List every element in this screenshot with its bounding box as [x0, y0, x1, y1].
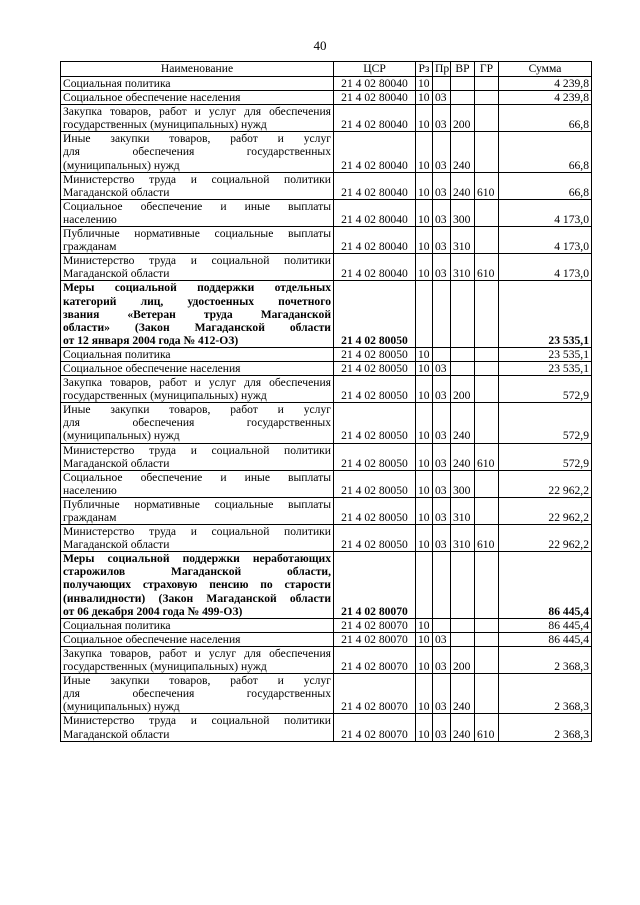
row-rz: 10: [416, 497, 433, 524]
row-sum: 572,9: [499, 443, 592, 470]
row-name: [61, 172, 334, 199]
header-pr: Пр: [433, 62, 451, 77]
row-vr: 240: [451, 403, 475, 443]
row-gr: [475, 674, 499, 714]
row-gr: [475, 227, 499, 254]
row-sum: 86 445,4: [499, 618, 592, 632]
row-csr: 21 4 02 80070: [334, 552, 416, 618]
table-row: [61, 199, 592, 226]
row-pr: 03: [433, 132, 451, 172]
row-pr: 03: [433, 443, 451, 470]
row-name-line: Закупка товаров, работ и услуг для обеспечения: [63, 376, 331, 390]
row-gr: [475, 497, 499, 524]
row-vr: 240: [451, 132, 475, 172]
table-row: [61, 132, 592, 172]
row-pr: [433, 347, 451, 361]
row-csr: 21 4 02 80070: [334, 632, 416, 646]
header-gr: ГР: [475, 62, 499, 77]
row-vr: 310: [451, 254, 475, 281]
row-name-line: (инвалидности) (Закон Магаданской области: [63, 591, 331, 605]
row-name-line: Публичные нормативные социальные выплаты: [63, 227, 331, 241]
row-pr: [433, 552, 451, 618]
row-rz: 10: [416, 105, 433, 132]
row-name-line: для обеспечения государственных: [63, 687, 331, 701]
table-row: [61, 403, 592, 443]
row-name-line: Магаданской области: [63, 727, 170, 741]
row-pr: [433, 77, 451, 91]
row-csr: 21 4 02 80040: [334, 199, 416, 226]
row-vr: 240: [451, 674, 475, 714]
budget-table: [60, 61, 592, 742]
row-csr: 21 4 02 80050: [334, 347, 416, 361]
row-rz: 10: [416, 646, 433, 673]
header-sum: Сумма: [499, 62, 592, 77]
row-name: [61, 525, 334, 552]
row-rz: 10: [416, 77, 433, 91]
table-header-row: [61, 62, 592, 77]
table-row: [61, 227, 592, 254]
row-sum: 23 535,1: [499, 361, 592, 375]
table-row: [61, 470, 592, 497]
row-rz: [416, 552, 433, 618]
row-vr: 200: [451, 105, 475, 132]
row-rz: 10: [416, 525, 433, 552]
row-sum: 2 368,3: [499, 646, 592, 673]
row-vr: [451, 281, 475, 347]
row-rz: 10: [416, 199, 433, 226]
row-pr: 03: [433, 470, 451, 497]
row-name-line: области» (Закон Магаданской области: [63, 320, 331, 334]
row-csr: 21 4 02 80040: [334, 254, 416, 281]
row-csr: 21 4 02 80070: [334, 646, 416, 673]
row-name-line: населению: [63, 212, 117, 226]
row-sum: 4 239,8: [499, 77, 592, 91]
row-csr: 21 4 02 80040: [334, 91, 416, 105]
table-row: [61, 254, 592, 281]
row-sum: 23 535,1: [499, 347, 592, 361]
row-csr: 21 4 02 80050: [334, 443, 416, 470]
row-pr: 03: [433, 525, 451, 552]
row-name-line: государственных (муниципальных) нужд: [63, 660, 267, 674]
row-name-line: Министерство труда и социальной политики: [63, 714, 331, 728]
header-vr: ВР: [451, 62, 475, 77]
row-pr: 03: [433, 674, 451, 714]
row-name: [61, 646, 334, 673]
row-vr: 240: [451, 443, 475, 470]
row-vr: 200: [451, 376, 475, 403]
row-name: [61, 376, 334, 403]
row-sum: 572,9: [499, 403, 592, 443]
row-pr: 03: [433, 632, 451, 646]
row-rz: 10: [416, 403, 433, 443]
row-name-line: получающих страховую пенсию по старости: [63, 578, 331, 592]
row-sum: 23 535,1: [499, 281, 592, 347]
row-name-line: Магаданской области: [63, 185, 170, 199]
row-name-line: Социальная политика: [63, 618, 171, 632]
row-gr: [475, 632, 499, 646]
table-row: [61, 618, 592, 632]
row-csr: 21 4 02 80050: [334, 281, 416, 347]
row-name-line: (муниципальных) нужд: [63, 158, 180, 172]
row-pr: 03: [433, 105, 451, 132]
row-name-line: Социальное обеспечение населения: [63, 91, 241, 105]
row-name: [61, 91, 334, 105]
row-pr: 03: [433, 361, 451, 375]
row-name-line: Закупка товаров, работ и услуг для обеспечения: [63, 105, 331, 119]
row-gr: [475, 199, 499, 226]
row-gr: [475, 646, 499, 673]
row-csr: 21 4 02 80040: [334, 172, 416, 199]
row-name: [61, 199, 334, 226]
row-name: [61, 254, 334, 281]
row-sum: 4 173,0: [499, 227, 592, 254]
row-rz: 10: [416, 132, 433, 172]
row-name: [61, 361, 334, 375]
row-name-line: Социальная политика: [63, 347, 171, 361]
row-pr: [433, 618, 451, 632]
row-name: [61, 552, 334, 618]
row-name-line: Магаданской области: [63, 538, 170, 552]
header-rz: Рз: [416, 62, 433, 77]
row-gr: [475, 132, 499, 172]
row-rz: 10: [416, 674, 433, 714]
row-vr: 200: [451, 646, 475, 673]
row-name-line: Магаданской области: [63, 456, 170, 470]
row-csr: 21 4 02 80070: [334, 714, 416, 741]
row-name-line: (муниципальных) нужд: [63, 429, 180, 443]
row-name-line: Иные закупки товаров, работ и услуг: [63, 674, 331, 688]
row-csr: 21 4 02 80050: [334, 497, 416, 524]
row-sum: 86 445,4: [499, 552, 592, 618]
table-row: [61, 77, 592, 91]
row-name-line: для обеспечения государственных: [63, 416, 331, 430]
row-vr: 310: [451, 227, 475, 254]
row-gr: [475, 347, 499, 361]
row-name: [61, 347, 334, 361]
row-gr: [475, 91, 499, 105]
row-gr: 610: [475, 714, 499, 741]
row-gr: 610: [475, 525, 499, 552]
row-pr: 03: [433, 91, 451, 105]
row-pr: [433, 281, 451, 347]
row-name-line: Публичные нормативные социальные выплаты: [63, 497, 331, 511]
row-name-line: Социальное обеспечение и иные выплаты: [63, 199, 331, 213]
table-row: [61, 91, 592, 105]
row-rz: 10: [416, 632, 433, 646]
table-row: [61, 172, 592, 199]
row-gr: [475, 470, 499, 497]
row-gr: [475, 618, 499, 632]
row-name: [61, 618, 334, 632]
table-row: [61, 443, 592, 470]
row-name-line: от 06 декабря 2004 года № 499-ОЗ): [63, 604, 243, 618]
table-row: [61, 361, 592, 375]
row-vr: [451, 618, 475, 632]
row-rz: 10: [416, 347, 433, 361]
table-row: [61, 525, 592, 552]
row-gr: 610: [475, 443, 499, 470]
row-vr: [451, 91, 475, 105]
row-name: [61, 443, 334, 470]
row-sum: 22 962,2: [499, 470, 592, 497]
row-name-line: Министерство труда и социальной политики: [63, 172, 331, 186]
row-vr: [451, 361, 475, 375]
row-name: [61, 674, 334, 714]
row-pr: 03: [433, 714, 451, 741]
row-pr: 03: [433, 646, 451, 673]
row-name-line: Министерство труда и социальной политики: [63, 443, 331, 457]
row-sum: 4 173,0: [499, 199, 592, 226]
row-csr: 21 4 02 80050: [334, 525, 416, 552]
table-row: [61, 552, 592, 618]
row-vr: 240: [451, 714, 475, 741]
row-rz: 10: [416, 443, 433, 470]
row-name: [61, 632, 334, 646]
row-sum: 22 962,2: [499, 525, 592, 552]
row-name-line: Иные закупки товаров, работ и услуг: [63, 403, 331, 417]
row-csr: 21 4 02 80040: [334, 77, 416, 91]
table-row: [61, 281, 592, 347]
row-name-line: Социальное обеспечение населения: [63, 632, 241, 646]
row-gr: [475, 403, 499, 443]
row-name-line: населению: [63, 483, 117, 497]
row-name: [61, 403, 334, 443]
row-name-line: для обеспечения государственных: [63, 145, 331, 159]
table-row: [61, 376, 592, 403]
row-pr: 03: [433, 199, 451, 226]
row-pr: 03: [433, 497, 451, 524]
row-gr: [475, 77, 499, 91]
table-row: [61, 105, 592, 132]
row-sum: 22 962,2: [499, 497, 592, 524]
row-vr: [451, 552, 475, 618]
row-rz: 10: [416, 376, 433, 403]
row-rz: 10: [416, 361, 433, 375]
row-sum: 4 239,8: [499, 91, 592, 105]
row-gr: [475, 281, 499, 347]
row-gr: 610: [475, 254, 499, 281]
row-vr: 310: [451, 497, 475, 524]
row-rz: 10: [416, 91, 433, 105]
row-csr: 21 4 02 80040: [334, 132, 416, 172]
row-name: [61, 470, 334, 497]
table-row: [61, 347, 592, 361]
row-sum: 4 173,0: [499, 254, 592, 281]
row-rz: 10: [416, 254, 433, 281]
row-rz: 10: [416, 172, 433, 199]
row-name: [61, 105, 334, 132]
row-sum: 86 445,4: [499, 632, 592, 646]
row-sum: 572,9: [499, 376, 592, 403]
row-sum: 2 368,3: [499, 674, 592, 714]
row-name-line: Социальное обеспечение населения: [63, 361, 241, 375]
row-gr: [475, 552, 499, 618]
row-name-line: государственных (муниципальных) нужд: [63, 389, 267, 403]
row-rz: 10: [416, 618, 433, 632]
row-name-line: гражданам: [63, 511, 117, 524]
row-name-line: Социальная политика: [63, 77, 171, 90]
row-rz: 10: [416, 714, 433, 741]
row-csr: 21 4 02 80050: [334, 361, 416, 375]
row-name-line: Иные закупки товаров, работ и услуг: [63, 132, 331, 146]
row-name-line: гражданам: [63, 240, 117, 254]
row-name-line: государственных (муниципальных) нужд: [63, 118, 267, 132]
row-pr: 03: [433, 376, 451, 403]
table-row: [61, 646, 592, 673]
row-gr: [475, 105, 499, 132]
table-body: [61, 77, 592, 742]
row-pr: 03: [433, 227, 451, 254]
row-name-line: старожилов Магаданской области,: [63, 565, 331, 579]
row-name-line: звания «Ветеран труда Магаданской: [63, 307, 331, 321]
row-csr: 21 4 02 80050: [334, 376, 416, 403]
row-csr: 21 4 02 80040: [334, 227, 416, 254]
row-sum: 66,8: [499, 132, 592, 172]
row-name-line: Социальное обеспечение и иные выплаты: [63, 470, 331, 484]
row-sum: 66,8: [499, 105, 592, 132]
header-name: Наименование: [61, 62, 334, 77]
row-pr: 03: [433, 254, 451, 281]
row-csr: 21 4 02 80070: [334, 674, 416, 714]
row-name: [61, 77, 334, 91]
row-name: [61, 714, 334, 741]
row-name-line: от 12 января 2004 года № 412-ОЗ): [63, 333, 239, 347]
page-number: 40: [313, 38, 327, 53]
row-vr: 310: [451, 525, 475, 552]
row-csr: 21 4 02 80050: [334, 470, 416, 497]
row-rz: [416, 281, 433, 347]
row-name: [61, 227, 334, 254]
row-name: [61, 281, 334, 347]
row-csr: 21 4 02 80050: [334, 403, 416, 443]
row-gr: [475, 376, 499, 403]
row-csr: 21 4 02 80040: [334, 105, 416, 132]
row-name-line: Министерство труда и социальной политики: [63, 254, 331, 268]
row-vr: 300: [451, 199, 475, 226]
row-pr: 03: [433, 403, 451, 443]
row-rz: 10: [416, 470, 433, 497]
row-sum: 2 368,3: [499, 714, 592, 741]
row-name-line: категорий лиц, удостоенных почетного: [63, 294, 331, 308]
row-name-line: (муниципальных) нужд: [63, 700, 180, 714]
row-rz: 10: [416, 227, 433, 254]
row-vr: 300: [451, 470, 475, 497]
row-gr: [475, 361, 499, 375]
row-sum: 66,8: [499, 172, 592, 199]
row-name: [61, 132, 334, 172]
row-gr: 610: [475, 172, 499, 199]
header-csr: ЦСР: [334, 62, 416, 77]
row-name: [61, 497, 334, 524]
row-vr: [451, 77, 475, 91]
table-row: [61, 497, 592, 524]
row-name-line: Закупка товаров, работ и услуг для обеспечения: [63, 646, 331, 660]
row-csr: 21 4 02 80070: [334, 618, 416, 632]
table-row: [61, 674, 592, 714]
table-row: [61, 632, 592, 646]
row-pr: 03: [433, 172, 451, 199]
row-vr: 240: [451, 172, 475, 199]
row-name-line: Меры социальной поддержки отдельных: [63, 281, 331, 295]
row-vr: [451, 347, 475, 361]
row-name-line: Меры социальной поддержки неработающих: [63, 552, 331, 566]
row-name-line: Магаданской области: [63, 267, 170, 281]
table-row: [61, 714, 592, 741]
row-vr: [451, 632, 475, 646]
row-name-line: Министерство труда и социальной политики: [63, 525, 331, 539]
